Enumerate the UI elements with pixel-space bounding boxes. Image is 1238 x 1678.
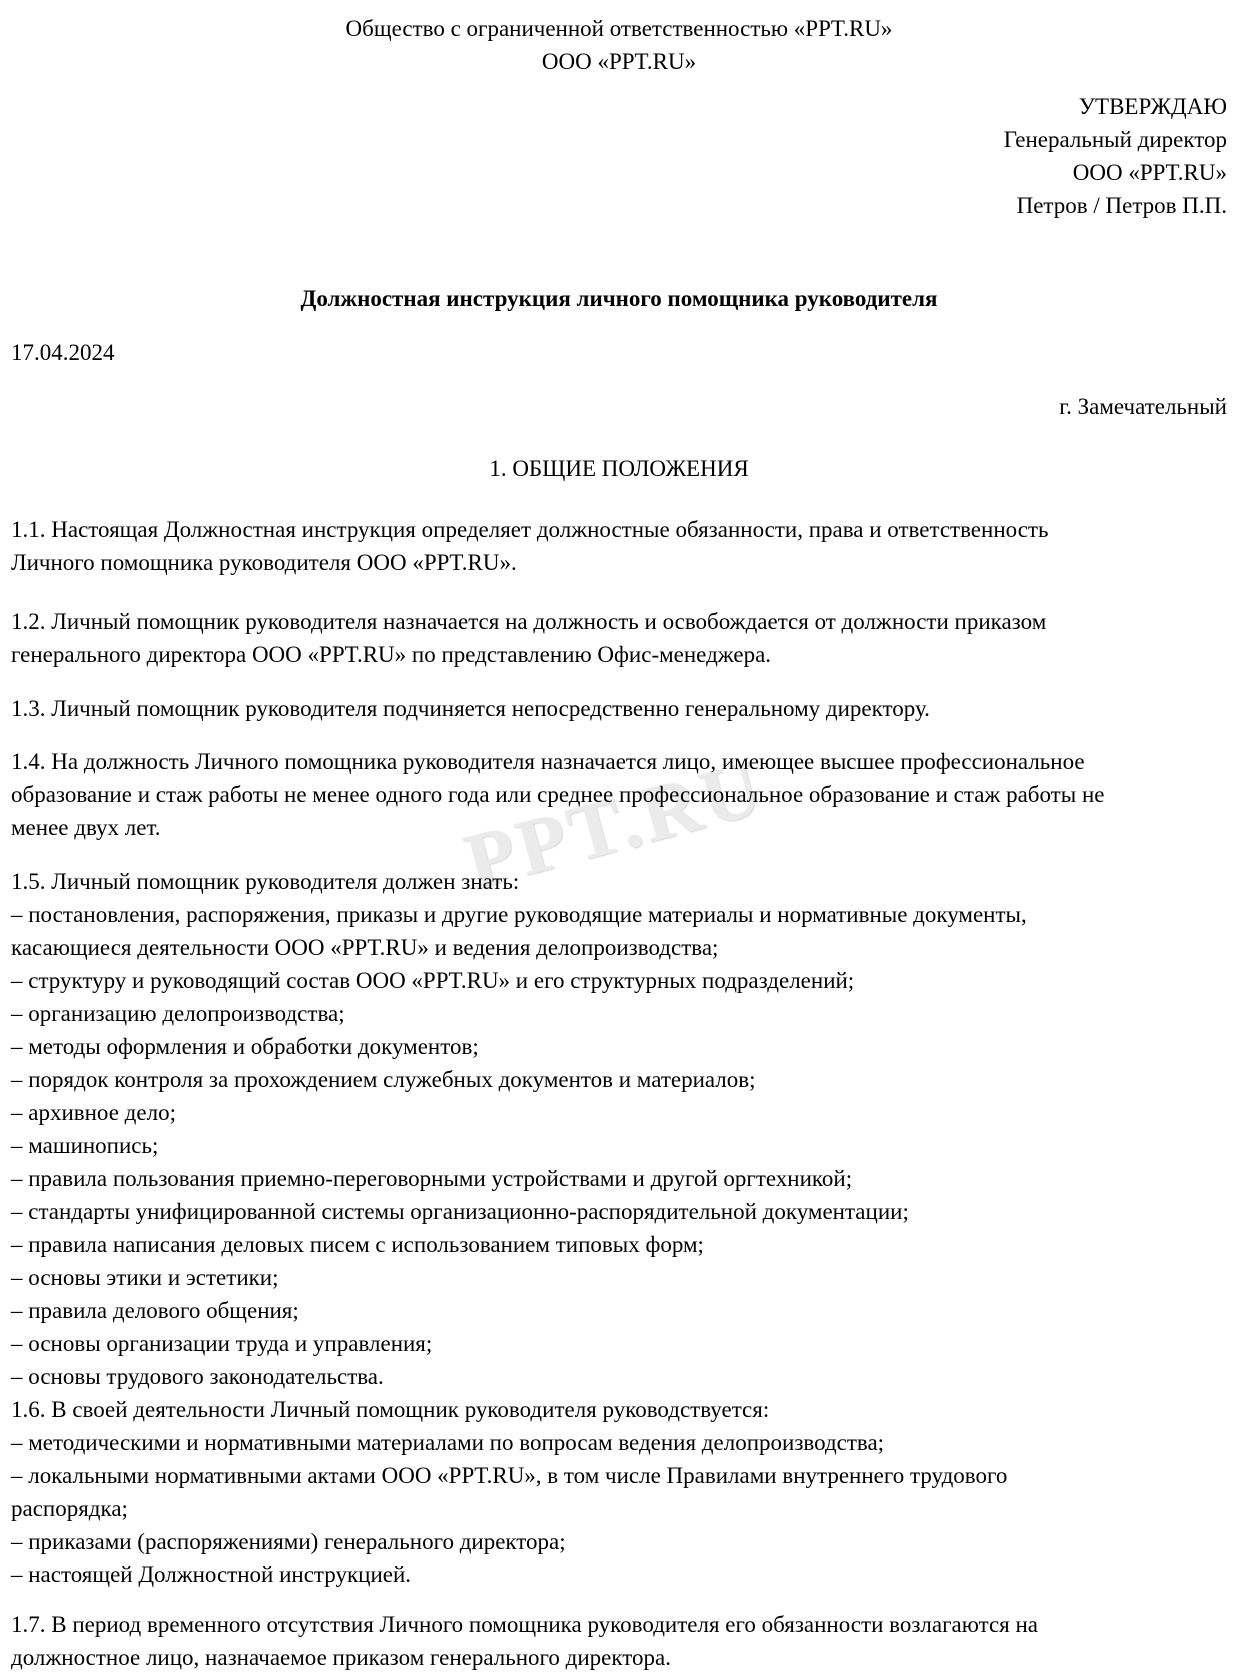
paragraph-1-2-line: 1.2. Личный помощник руководителя назначается на должность и освобождается от должности приказом [11, 609, 1047, 634]
paragraph-1-7-line: 1.7. В период временного отсутствия Личного помощника руководителя его обязанности возлагаются на [11, 1612, 1039, 1637]
org-name-full: Общество с ограниченной ответственностью «PPT.RU» [345, 16, 893, 41]
paragraph-1-2-line: генерального директора ООО «PPT.RU» по представлению Офис-менеджера. [11, 642, 772, 667]
guidance-list-item: – методическими и нормативными материалами по вопросам ведения делопроизводства; [11, 1430, 885, 1455]
paragraph-1-6-intro: 1.6. В своей деятельности Личный помощник руководителя руководствуется: [11, 1397, 770, 1422]
approval-line-signature: Петров / Петров П.П. [1016, 193, 1227, 218]
paragraph-1-3-line: 1.3. Личный помощник руководителя подчиняется непосредственно генеральному директору. [11, 696, 930, 721]
approval-block [11, 90, 1227, 222]
knowledge-list-item: – машинопись; [11, 1133, 159, 1158]
guidance-list-item: – приказами (распоряжениями) генерального директора; [11, 1529, 566, 1554]
paragraph-1-1-line: 1.1. Настоящая Должностная инструкция определяет должностные обязанности, права и ответственность [11, 517, 1049, 542]
section-1-heading: 1. ОБЩИЕ ПОЛОЖЕНИЯ [489, 456, 749, 481]
paragraph-1-4-line: менее двух лет. [11, 815, 161, 840]
paragraph-1-5-knowledge-list [11, 865, 1227, 1393]
paragraph-1-1-line: Личного помощника руководителя ООО «PPT.RU». [11, 550, 517, 575]
knowledge-list-item: – организацию делопроизводства; [11, 1001, 345, 1026]
paragraph-1-6-guidance-list [11, 1393, 1227, 1591]
knowledge-list-item: – основы этики и эстетики; [11, 1265, 279, 1290]
knowledge-list-item: – методы оформления и обработки документов; [11, 1034, 479, 1059]
knowledge-list-item: – структуру и руководящий состав ООО «PPT.RU» и его структурных подразделений; [11, 968, 855, 993]
document-city: г. Замечательный [1059, 394, 1227, 419]
knowledge-list-item: – порядок контроля за прохождением служебных документов и материалов; [11, 1067, 756, 1092]
knowledge-list-item: – правила делового общения; [11, 1298, 299, 1323]
knowledge-list-item: – постановления, распоряжения, приказы и другие руководящие материалы и нормативные документы, [11, 902, 1027, 927]
knowledge-list-item: – архивное дело; [11, 1100, 176, 1125]
guidance-list-item: распорядка; [11, 1496, 128, 1521]
paragraph-1-7 [11, 1608, 1227, 1674]
guidance-list-item: – локальными нормативными актами ООО «PPT.RU», в том числе Правилами внутреннего трудового [11, 1463, 1008, 1488]
knowledge-list-item: касающиеся деятельности ООО «PPT.RU» и ведения делопроизводства; [11, 935, 719, 960]
ppt-ru-watermark: PPT.RU [456, 743, 774, 907]
paragraph-1-7-line: должностное лицо, назначаемое приказом генерального директора. [11, 1645, 671, 1670]
approval-line-position: Генеральный директор [1003, 127, 1227, 152]
knowledge-list-item: – основы трудового законодательства. [11, 1364, 384, 1389]
paragraph-1-2 [11, 605, 1227, 671]
guidance-list-item: – настоящей Должностной инструкцией. [11, 1562, 412, 1587]
approval-line-approve: УТВЕРЖДАЮ [1078, 94, 1227, 119]
knowledge-list-item: – стандарты унифицированной системы организационно-распорядительной документации; [11, 1199, 909, 1224]
knowledge-list-item: – основы организации труда и управления; [11, 1331, 433, 1356]
paragraph-1-1 [11, 513, 1227, 579]
paragraph-1-4-line: 1.4. На должность Личного помощника руководителя назначается лицо, имеющее высшее профессиональное [11, 749, 1085, 774]
paragraph-1-3 [11, 692, 1227, 725]
document-title: Должностная инструкция личного помощника руководителя [300, 286, 938, 311]
paragraph-1-4 [11, 745, 1227, 844]
knowledge-list-item: – правила написания деловых писем с использованием типовых форм; [11, 1232, 704, 1257]
paragraph-1-5-intro: 1.5. Личный помощник руководителя должен знать: [11, 869, 520, 894]
knowledge-list-item: – правила пользования приемно-переговорными устройствами и другой оргтехникой; [11, 1166, 853, 1191]
approval-line-org: ООО «PPT.RU» [1072, 160, 1227, 185]
org-name-short: ООО «PPT.RU» [541, 49, 697, 74]
document-date: 17.04.2024 [11, 340, 115, 365]
paragraph-1-4-line: образование и стаж работы не менее одного года или среднее профессиональное образование и стаж работы не [11, 782, 1105, 807]
